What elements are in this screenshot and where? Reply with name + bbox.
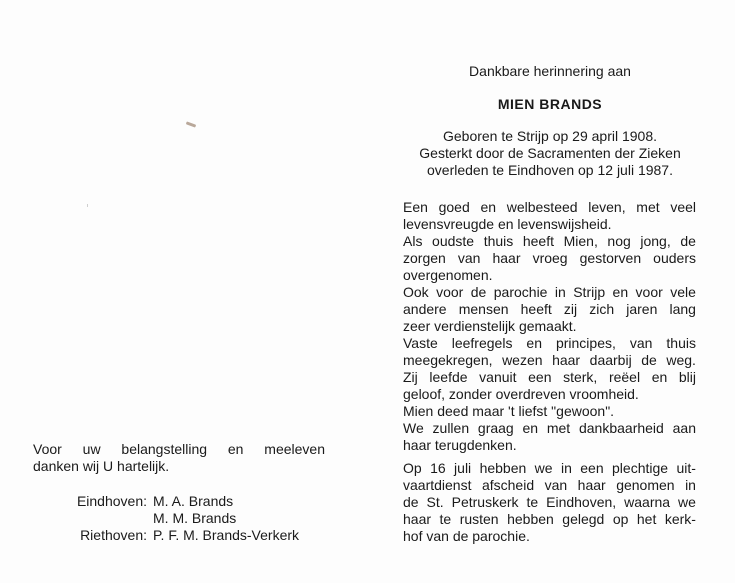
text-line — [403, 477, 696, 494]
word: haar — [492, 250, 521, 266]
word: vaartdienst — [403, 477, 472, 493]
signatory-row — [60, 493, 340, 510]
word: de — [680, 233, 696, 249]
text-line — [403, 369, 696, 386]
text-line: overgenomen. — [403, 267, 493, 283]
funeral-paragraph — [403, 460, 696, 545]
word: voor — [436, 284, 464, 300]
signatory-place — [60, 510, 153, 527]
text-line — [403, 233, 696, 250]
word: te — [526, 494, 539, 510]
word: van — [544, 477, 568, 493]
text-line — [403, 420, 696, 437]
word: en — [480, 199, 497, 215]
word: Petruskerk — [451, 494, 519, 510]
word: jaren — [626, 301, 658, 317]
word: rusten — [459, 511, 499, 527]
word: goed — [438, 199, 470, 215]
word: plechtige — [612, 460, 669, 476]
word: haar — [552, 352, 581, 368]
thanks-text — [33, 441, 325, 475]
signatory-row — [60, 527, 340, 544]
word: Voor — [33, 441, 62, 457]
text-line: levensvreugde en levenswijsheid. — [403, 216, 612, 232]
word: mensen — [458, 301, 509, 317]
word: van — [457, 250, 481, 266]
word: daarbij — [589, 352, 632, 368]
text-line: zeer verdienstelijk gemaakt. — [403, 318, 577, 334]
word: de — [403, 494, 419, 510]
word: Een — [403, 199, 428, 215]
birth-line: Geboren te Strijp op 29 april 1908. — [442, 128, 658, 144]
word: de — [470, 284, 487, 300]
word: parochie — [493, 284, 548, 300]
word: vanuit — [479, 369, 517, 385]
word: het — [636, 511, 657, 527]
word: in — [560, 460, 572, 476]
text-line — [403, 199, 696, 216]
text-line: Mien deed maar 't liefst "gewoon". — [403, 403, 615, 419]
word: voor — [635, 284, 663, 300]
signatory-row — [60, 510, 340, 527]
word: vele — [670, 284, 696, 300]
word: Mien, — [563, 233, 598, 249]
word: gelegd — [562, 511, 605, 527]
word: kerk- — [664, 511, 696, 527]
word: Zij — [403, 369, 418, 385]
signatory-name: M. A. Brands — [153, 493, 234, 509]
word: een — [580, 460, 604, 476]
word: leefregels — [451, 335, 513, 351]
word: Eindhoven, — [546, 494, 617, 510]
word: leven, — [588, 199, 626, 215]
word: meegekregen, — [403, 352, 493, 368]
word: veel — [670, 199, 696, 215]
word: en — [612, 284, 629, 300]
word: sterk, — [563, 369, 598, 385]
text-line: geloof, zonder overdreven vroomheid. — [403, 386, 639, 402]
word: op — [612, 511, 629, 527]
paper-speck-mark — [186, 121, 196, 127]
word: 16 — [430, 460, 446, 476]
word: we — [678, 494, 696, 510]
word: lang — [669, 301, 696, 317]
word: de — [641, 352, 657, 368]
text-line — [403, 460, 696, 477]
signatory-name: M. M. Brands — [153, 510, 237, 526]
word: leefde — [429, 369, 468, 385]
word: zorgen — [403, 250, 446, 266]
signatory-place: Eindhoven: — [76, 493, 147, 509]
remembrance-intro: Dankbare herinnering aan — [469, 63, 631, 79]
word: en — [651, 369, 668, 385]
word: vroeg — [532, 250, 568, 266]
word: We — [403, 420, 424, 436]
word: met — [636, 199, 660, 215]
signatory-place: Riethoven: — [80, 527, 147, 543]
signatories — [60, 493, 340, 544]
word: uw — [82, 441, 101, 457]
text-line — [403, 335, 696, 352]
text-line — [403, 301, 696, 318]
word: juli — [454, 460, 472, 476]
word: weg. — [666, 352, 696, 368]
word: dankbaarheid — [578, 420, 664, 436]
word: en — [522, 420, 539, 436]
text-line — [403, 352, 696, 369]
word: uit- — [676, 460, 696, 476]
word: principes, — [555, 335, 616, 351]
deceased-name: MIEN BRANDS — [497, 96, 603, 112]
word: wezen — [502, 352, 543, 368]
birth-death-details — [402, 128, 698, 179]
word: zullen — [432, 420, 470, 436]
word: ouders — [653, 250, 696, 266]
text-line: hof van de parochie. — [403, 528, 530, 544]
word: met — [546, 420, 571, 436]
text-line — [403, 284, 696, 301]
word: Als — [403, 233, 423, 249]
word: graag — [477, 420, 514, 436]
word: hebben — [479, 460, 527, 476]
text-line — [403, 511, 696, 528]
word: welbesteed — [506, 199, 578, 215]
word: Op — [403, 460, 422, 476]
word: heeft — [520, 301, 552, 317]
word: oudste — [432, 233, 475, 249]
word: te — [439, 511, 452, 527]
thanks-line — [33, 441, 325, 458]
word: reëel — [608, 369, 641, 385]
death-line: overleden te Eindhoven op 12 juli 1987. — [427, 162, 673, 178]
word: hebben — [507, 511, 554, 527]
word: afscheid — [481, 477, 535, 493]
thanks-line: danken wij U hartelijk. — [33, 458, 170, 474]
word: zich — [589, 301, 615, 317]
word: gestorven — [579, 250, 642, 266]
word: zij — [563, 301, 578, 317]
tribute-paragraph — [403, 199, 696, 454]
word: een — [528, 369, 552, 385]
paper-speck-mark — [87, 204, 88, 207]
word: Ook — [403, 284, 429, 300]
word: haar — [403, 511, 432, 527]
word: thuis — [666, 335, 696, 351]
word: en — [526, 335, 542, 351]
word: heeft — [522, 233, 554, 249]
signatory-name: P. F. M. Brands-Verkerk — [153, 527, 300, 543]
word: thuis — [483, 233, 514, 249]
word: haar — [577, 477, 606, 493]
word: St. — [426, 494, 444, 510]
word: blij — [678, 369, 696, 385]
word: nog — [607, 233, 631, 249]
word: meeleven — [264, 441, 325, 457]
text-line — [403, 494, 696, 511]
word: en — [227, 441, 244, 457]
word: Strijp — [573, 284, 606, 300]
word: belangstelling — [121, 441, 208, 457]
text-line: haar terugdenken. — [403, 437, 517, 453]
word: aan — [672, 420, 696, 436]
word: in — [554, 284, 566, 300]
word: in — [685, 477, 696, 493]
word: Vaste — [403, 335, 438, 351]
word: genomen — [616, 477, 675, 493]
word: waarna — [624, 494, 671, 510]
sacrament-line: Gesterkt door de Sacramenten der Zieken — [419, 145, 681, 161]
word: andere — [403, 301, 447, 317]
word: van — [629, 335, 653, 351]
word: jong, — [640, 233, 671, 249]
text-line — [403, 250, 696, 267]
word: we — [534, 460, 553, 476]
